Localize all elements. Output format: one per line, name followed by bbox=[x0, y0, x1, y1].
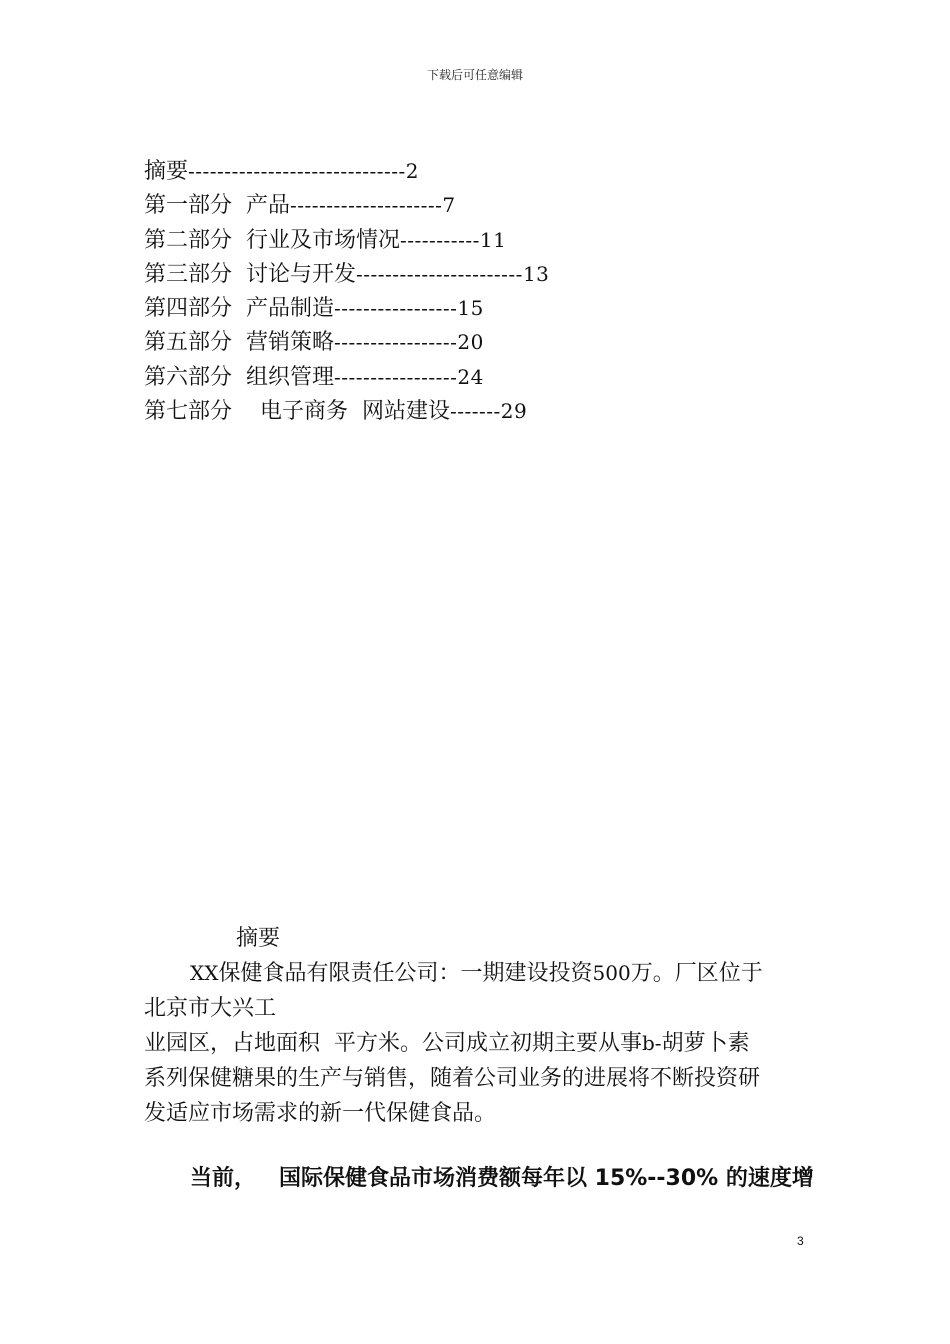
toc-entry-title: 第七部分 电子商务 网站建设 bbox=[144, 399, 450, 425]
summary-line: 北京市大兴工 bbox=[144, 996, 277, 1021]
toc-entry[interactable] bbox=[144, 325, 864, 359]
toc-entry-title: 第一部分 产品 bbox=[144, 193, 290, 219]
toc-entry-page: 15 bbox=[457, 296, 484, 321]
toc-entry-page: 7 bbox=[442, 193, 456, 218]
toc-entry-title: 第五部分 营销策略 bbox=[144, 330, 334, 356]
toc-entry-page: 24 bbox=[457, 364, 484, 389]
toc-entry-leader: ----------------- bbox=[334, 330, 458, 355]
toc-entry-title: 摘要 bbox=[144, 159, 189, 184]
toc-entry-leader: --------------------- bbox=[290, 193, 443, 218]
toc-entry-page: 29 bbox=[500, 399, 528, 424]
summary-line bbox=[144, 1026, 814, 1061]
toc-entry-title: 第二部分 行业及市场情况 bbox=[144, 227, 400, 253]
summary-line: 系列保健糖果的生产与销售，随着公司业务的进展将不断投资研 bbox=[144, 1066, 761, 1091]
summary-latin: b- bbox=[642, 1031, 662, 1055]
toc-entry-page: 2 bbox=[405, 159, 419, 183]
summary-heading: 摘要 bbox=[236, 926, 281, 951]
toc-entry[interactable] bbox=[144, 188, 864, 222]
toc-entry-leader: ------------------------------ bbox=[188, 159, 406, 183]
summary-line bbox=[144, 956, 814, 991]
market-growth-sentence: 当前， 国际保健食品市场消费额每年以 15%--30% 的速度增 bbox=[190, 1166, 814, 1191]
toc-entry-leader: ------- bbox=[449, 399, 501, 424]
company-prefix: XX bbox=[190, 961, 219, 985]
page-number: 3 bbox=[797, 1234, 804, 1248]
toc-entry-title: 第四部分 产品制造 bbox=[144, 296, 334, 322]
summary-text: 保健食品有限责任公司：一期建设投资 bbox=[218, 961, 593, 986]
toc-entry-page: 20 bbox=[457, 330, 484, 355]
toc-entry-page: 11 bbox=[479, 227, 507, 252]
toc-entry-leader: ----------------- bbox=[334, 364, 458, 389]
investment-amount: 500 bbox=[592, 961, 631, 985]
toc-entry[interactable] bbox=[144, 257, 864, 291]
page-header: 下载后可任意编辑 bbox=[426, 68, 523, 82]
toc-entry[interactable] bbox=[144, 154, 864, 188]
toc-entry-leader: ----------- bbox=[400, 227, 480, 252]
summary-text: 胡萝卜素 bbox=[661, 1031, 750, 1056]
summary-text: 万。厂区位于 bbox=[630, 961, 763, 986]
toc-entry-title: 第三部分 讨论与开发 bbox=[144, 261, 356, 287]
toc-entry-leader: ----------------------- bbox=[356, 261, 523, 286]
toc-entry[interactable] bbox=[144, 394, 864, 428]
summary-text: 业园区，占地面积 平方米。公司成立初期主要从事 bbox=[144, 1031, 642, 1056]
summary-body bbox=[144, 956, 814, 1131]
summary-line: 发适应市场需求的新一代保健食品。 bbox=[144, 1101, 497, 1126]
toc-entry[interactable] bbox=[144, 360, 864, 394]
toc-entry[interactable] bbox=[144, 223, 864, 257]
toc-entry-leader: ----------------- bbox=[334, 296, 458, 321]
table-of-contents bbox=[144, 154, 864, 428]
toc-entry-page: 13 bbox=[522, 261, 550, 286]
toc-entry[interactable] bbox=[144, 291, 864, 325]
toc-entry-title: 第六部分 组织管理 bbox=[144, 364, 334, 390]
